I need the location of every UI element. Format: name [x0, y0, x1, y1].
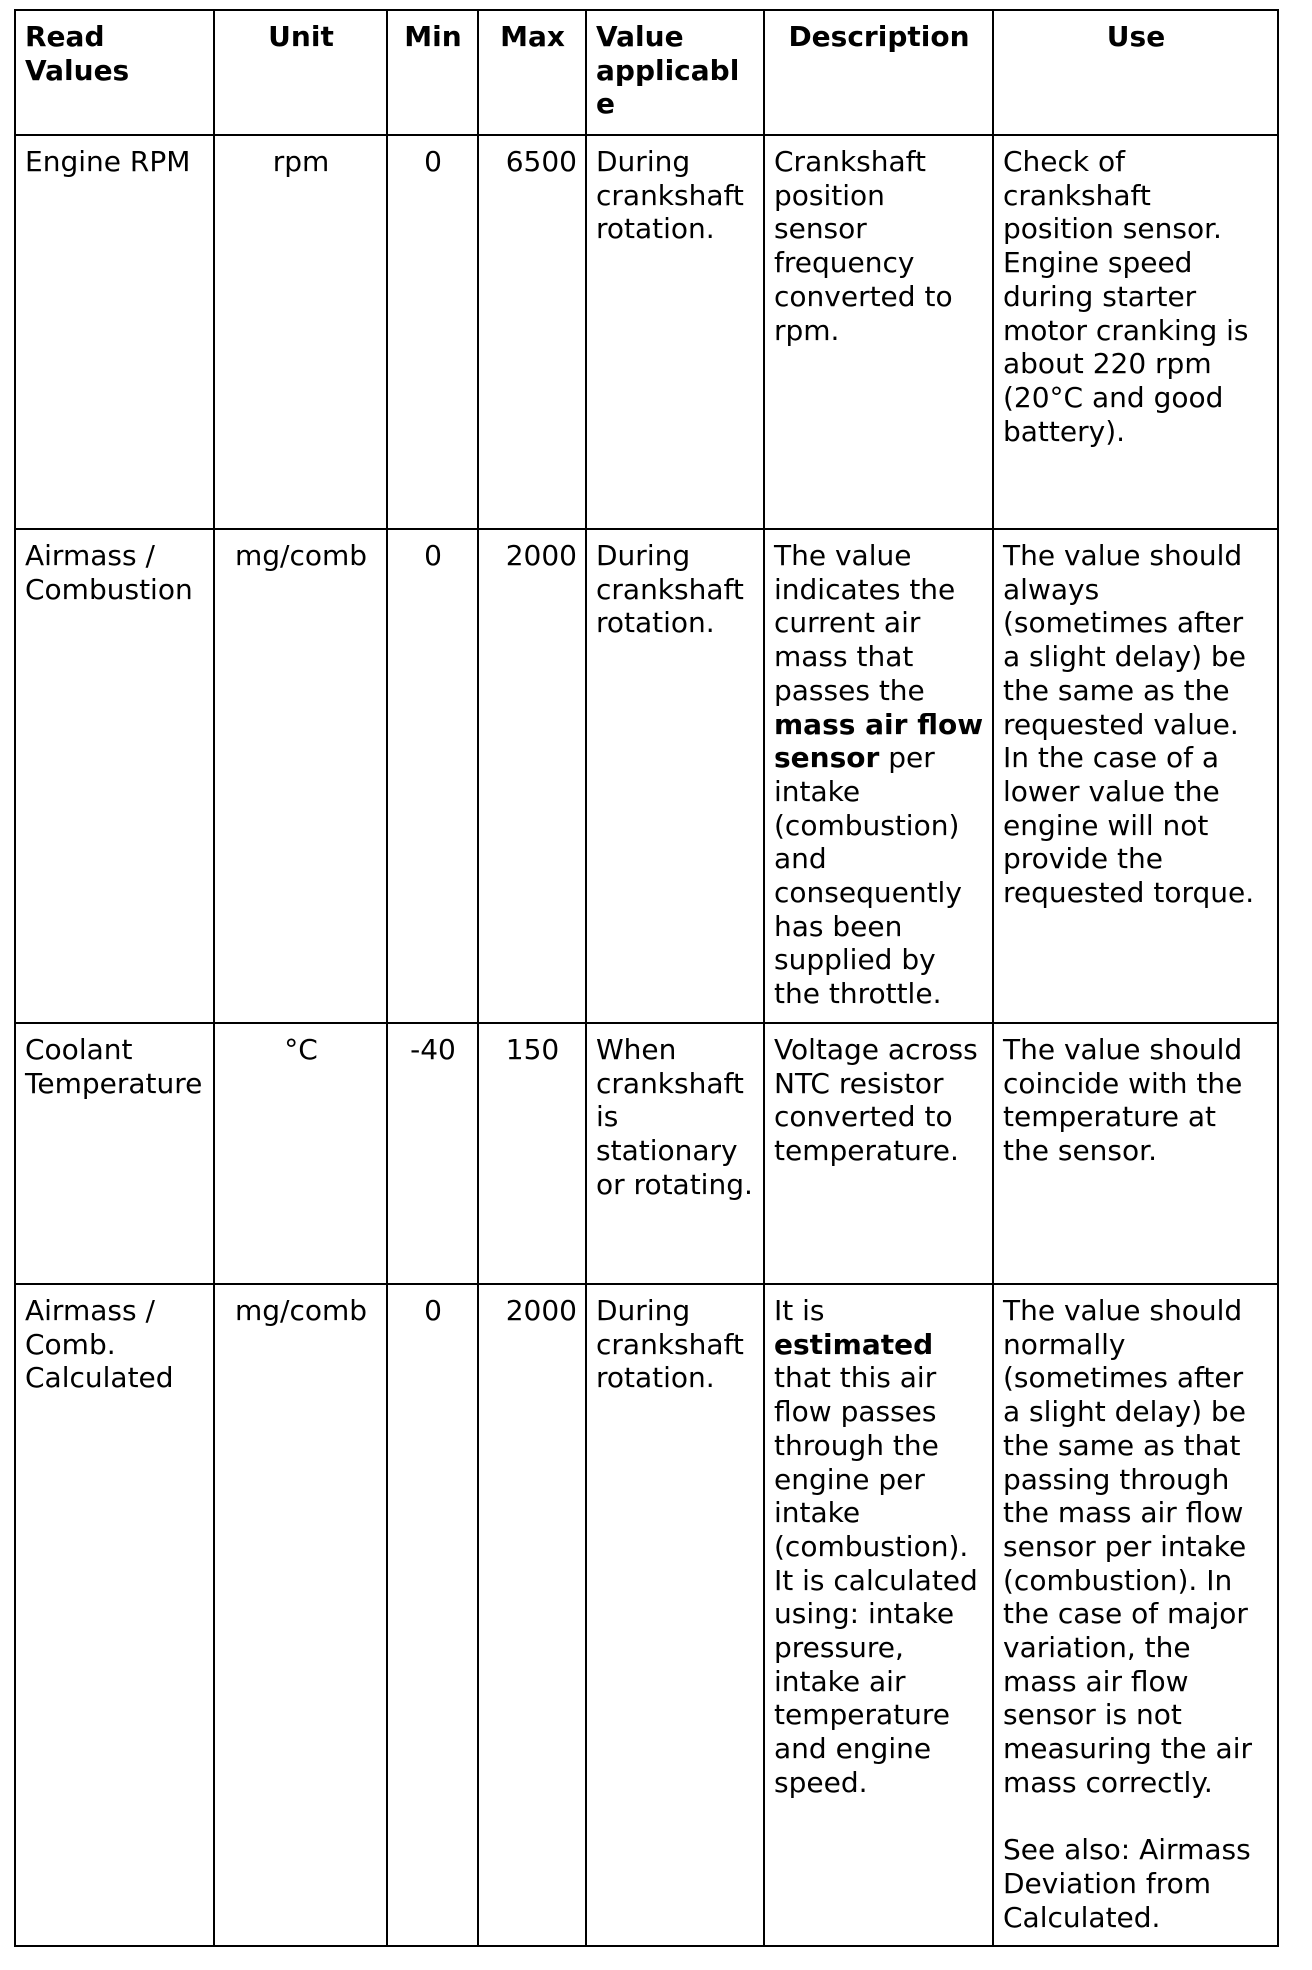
cell-max: 6500	[478, 135, 586, 529]
description-bold-text: mass air flow sensor	[774, 707, 984, 775]
cell-min: 0	[387, 1284, 478, 1946]
table-row	[15, 1023, 1278, 1284]
description-text: per intake (combustion) and consequently has been supplied by the throttle.	[774, 741, 962, 1011]
table-row	[15, 529, 1278, 1023]
description-text: that this air flow passes through the engine per intake (combustion). It is calculated using: intake pressure, intake air temperature and engine speed.	[774, 1361, 978, 1799]
cell-max: 2000	[478, 1284, 586, 1946]
cell-description: Voltage across NTC resistor converted to temperature.	[764, 1023, 993, 1284]
cell-read-value: Airmass / Combustion	[15, 529, 214, 1023]
cell-min: 0	[387, 529, 478, 1023]
cell-min: 0	[387, 135, 478, 529]
cell-description	[764, 529, 993, 1023]
use-text: The value should normally (sometimes after a slight delay) be the same as that passing through the mass air flow sensor per intake (combustion). In the case of major variation, the mass air flow sensor is not measuring the air mass correctly.	[1003, 1294, 1253, 1799]
table-row	[15, 135, 1278, 529]
cell-description	[764, 1284, 993, 1946]
cell-use: Check of crankshaft position sensor. Engine speed during starter motor cranking is about 220 rpm (20°C and good battery).	[993, 135, 1278, 529]
description-bold-text: estimated	[774, 1327, 934, 1361]
description-text: The value indicates the current air mass that passes the	[774, 539, 956, 707]
cell-unit: mg/comb	[214, 529, 387, 1023]
cell-unit: mg/comb	[214, 1284, 387, 1946]
cell-read-value: Coolant Temperature	[15, 1023, 214, 1284]
cell-value-applicable: During crankshaft rotation.	[586, 135, 764, 529]
cell-read-value: Airmass / Comb. Calculated	[15, 1284, 214, 1946]
cell-max: 2000	[478, 529, 586, 1023]
cell-description: Crankshaft position sensor frequency converted to rpm.	[764, 135, 993, 529]
cell-max: 150	[478, 1023, 586, 1284]
header-use: Use	[993, 10, 1278, 135]
header-max: Max	[478, 10, 586, 135]
cell-value-applicable: During crankshaft rotation.	[586, 1284, 764, 1946]
cell-value-applicable: During crankshaft rotation.	[586, 529, 764, 1023]
cell-read-value: Engine RPM	[15, 135, 214, 529]
cell-unit: rpm	[214, 135, 387, 529]
description-text: It is	[774, 1294, 825, 1327]
header-read-values: Read Values	[15, 10, 214, 135]
header-value-applicable: Value applicable	[586, 10, 764, 135]
header-row	[15, 10, 1278, 135]
cell-use	[993, 1284, 1278, 1946]
read-values-table	[14, 9, 1279, 1947]
header-unit: Unit	[214, 10, 387, 135]
cell-use: The value should always (sometimes after a slight delay) be the same as the requested value. In the case of a lower value the engine will not provide the requested torque.	[993, 529, 1278, 1023]
paragraph-gap	[1003, 1800, 1269, 1834]
use-see-also-text: See also: Airmass Deviation from Calculated.	[1003, 1833, 1251, 1934]
header-description: Description	[764, 10, 993, 135]
header-min: Min	[387, 10, 478, 135]
table-row	[15, 1284, 1278, 1946]
cell-value-applicable: When crankshaft is stationary or rotating.	[586, 1023, 764, 1284]
cell-min: -40	[387, 1023, 478, 1284]
cell-use: The value should coincide with the temperature at the sensor.	[993, 1023, 1278, 1284]
cell-unit: °C	[214, 1023, 387, 1284]
